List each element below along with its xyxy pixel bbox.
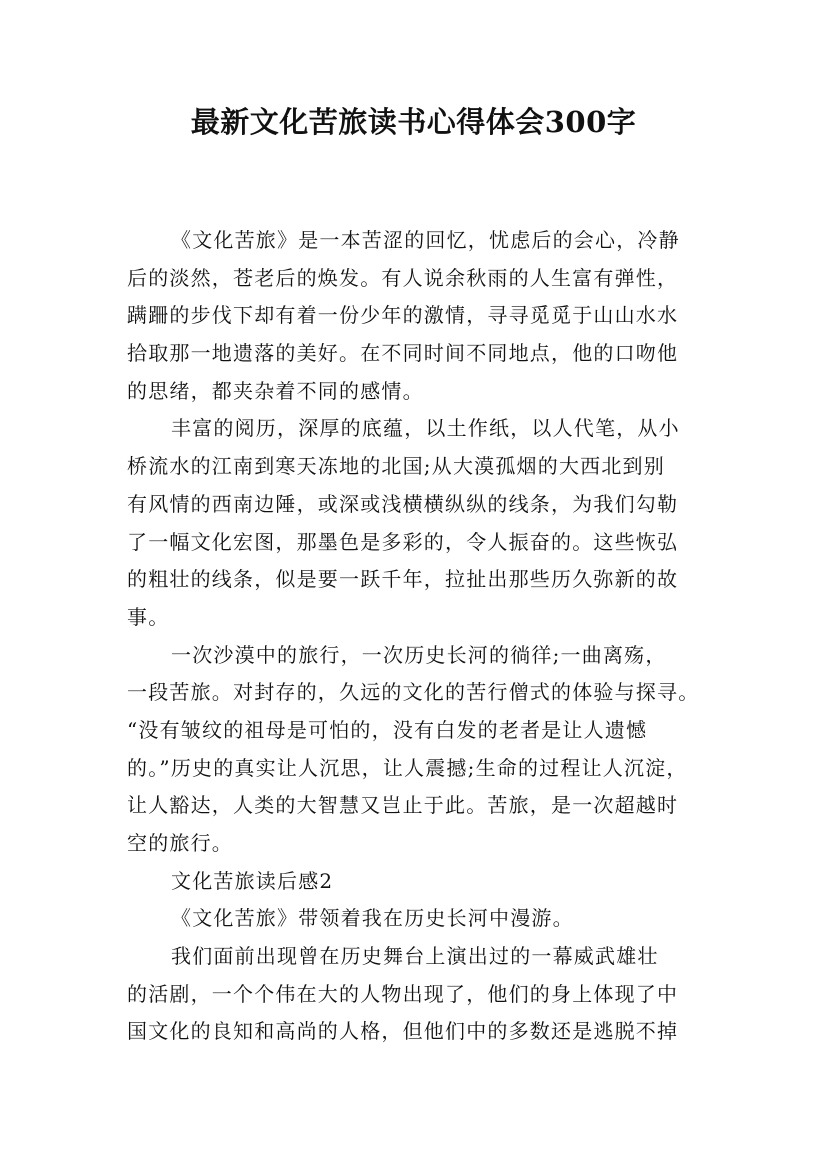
text-line: 后的淡然，苍老后的焕发。有人说余秋雨的人生富有弹性， [127,265,679,290]
text-line: 文化苦旅读后感2 [171,868,334,893]
text-line: 的活剧，一个个伟在大的人物出现了，他们的身上体现了中 [127,981,679,1006]
text-line: 一次沙漠中的旅行，一次历史长河的徜徉;一曲离殇， [171,642,667,667]
text-line: 有风情的西南边陲，或深或浅横横纵纵的线条，为我们勾勒 [127,491,679,516]
text-line: 事。 [127,604,170,629]
text-line: “没有皱纹的祖母是可怕的，没有白发的老者是让人遗憾 [127,717,648,742]
text-line: 空的旅行。 [127,831,233,855]
text-line: 的。”历史的真实让人沉思，让人震撼;生命的过程让人沉淀， [127,755,688,780]
text-line: 桥流水的江南到寒天冻地的北国;从大漠孤烟的大西北到别 [127,454,665,479]
text-line: 《文化苦旅》是一本苦涩的回忆，忧虑后的会心，冷静 [171,228,680,252]
text-line: 一段苦旅。对封存的，久远的文化的苦行僧式的体验与探寻。 [127,680,700,705]
text-line: 蹒跚的步伐下却有着一份少年的激情，寻寻觅觅于山山水水 [127,303,679,328]
text-line: 让人豁达，人类的大智慧又岂止于此。苦旅，是一次超越时 [127,793,679,818]
text-line: 丰富的阅历，深厚的底蕴，以土作纸，以人代笔，从小 [171,416,680,441]
text-line: 的粗壮的线条，似是要一跃千年，拉扯出那些历久弥新的故 [127,567,679,592]
text-line: 拾取那一地遗落的美好。在不同时间不同地点，他的口吻他 [127,341,679,366]
text-line: 的思绪，都夹杂着不同的感情。 [127,378,424,403]
document-title: 最新文化苦旅读书心得体会300字 [190,105,637,139]
text-line: 我们面前出现曾在历史舞台上演出过的一幕威武雄壮 [171,944,659,969]
text-line: 了一幅文化宏图，那墨色是多彩的，令人振奋的。这些恢弘 [127,529,679,554]
text-line: 国文化的良知和高尚的人格，但他们中的多数还是逃脱不掉 [127,1019,679,1044]
text-line: 《文化苦旅》带领着我在历史长河中漫游。 [171,906,574,931]
document-body [127,222,703,1051]
